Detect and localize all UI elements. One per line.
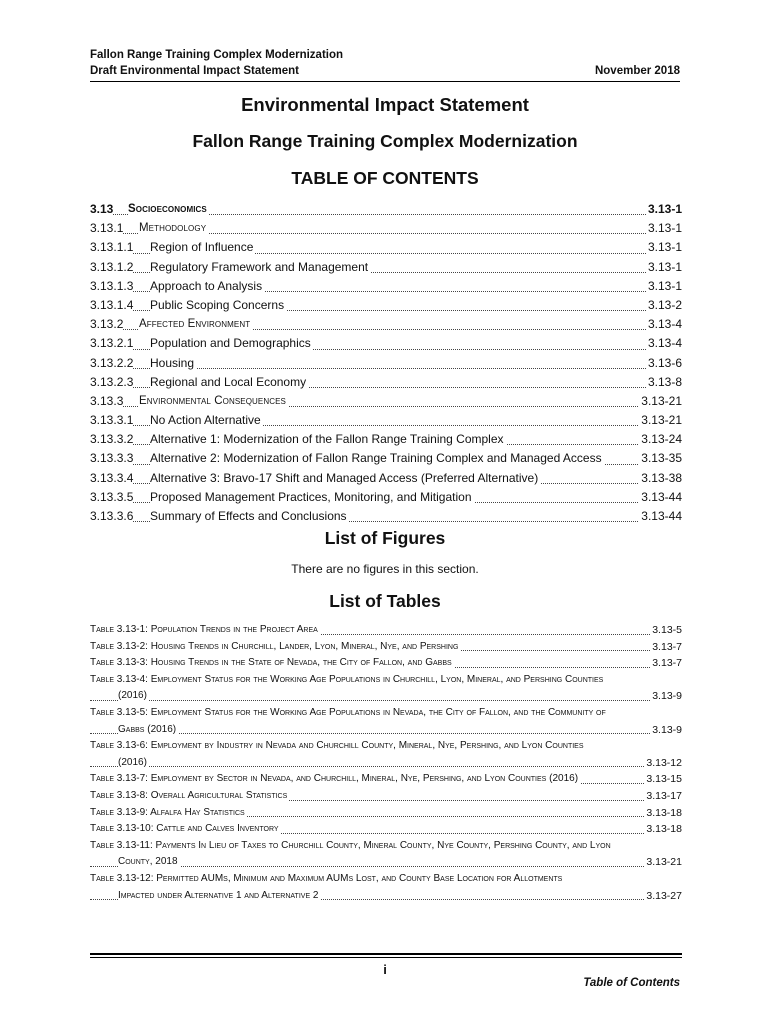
dot-leader [90, 766, 682, 767]
toc-entry-title: Approach to Analysis [150, 277, 264, 296]
list-of-tables [90, 622, 682, 904]
toc-entry[interactable] [90, 238, 682, 257]
table-list-page: 3.13-21 [644, 854, 682, 871]
toc-entry[interactable] [90, 334, 682, 353]
toc-entry[interactable] [90, 200, 682, 219]
toc-entry-number: 3.13.2.1 [90, 334, 133, 353]
toc-entry-page: 3.13-44 [639, 488, 682, 507]
header-rule [90, 81, 680, 82]
toc-entry-title: Summary of Effects and Conclusions [150, 507, 349, 526]
toc-entry[interactable] [90, 354, 682, 373]
table-list-title: Table 3.13-9: Alfalfa Hay Statistics [90, 805, 247, 822]
footer-rule [90, 953, 682, 955]
toc-entry-number: 3.13.1.2 [90, 258, 133, 277]
table-list-title: Gabbs (2016) [118, 722, 178, 739]
list-of-figures-heading: List of Figures [324, 528, 446, 548]
no-figures-note: There are no figures in this section. [291, 562, 479, 576]
toc-entry[interactable] [90, 507, 682, 526]
toc-entry-number: 3.13.1.1 [90, 238, 133, 257]
toc-entry[interactable] [90, 430, 682, 449]
table-list-entry[interactable] [90, 622, 682, 639]
table-list-entry[interactable] [90, 838, 682, 855]
toc-entry-page: 3.13-1 [646, 258, 682, 277]
table-list-entry[interactable] [90, 871, 682, 888]
table-list-page: 3.13-7 [650, 639, 682, 656]
table-list-title: Table 3.13-5: Employment Status for the Working Age Populations in Nevada, the City of Fallon, and the Community of [90, 705, 608, 722]
toc-entry-title: Housing [150, 354, 196, 373]
toc-entry-number: 3.13.3.2 [90, 430, 133, 449]
table-list-title: Table 3.13-10: Cattle and Calves Inventory [90, 821, 281, 838]
toc-entry-number: 3.13.2.3 [90, 373, 133, 392]
toc-entry-number: 3.13.1.4 [90, 296, 133, 315]
header-date: November 2018 [594, 65, 680, 77]
table-list-page: 3.13-9 [650, 688, 682, 705]
toc-entry-page: 3.13-1 [646, 200, 682, 219]
toc-entry[interactable] [90, 488, 682, 507]
toc-entry-number: 3.13.3 [90, 392, 123, 411]
table-list-title: Table 3.13-3: Housing Trends in the State of Nevada, the City of Fallon, and Gabbs [90, 655, 454, 672]
table-list-page: 3.13-12 [644, 755, 682, 772]
dot-leader [90, 733, 682, 734]
toc-entry-number: 3.13.1.3 [90, 277, 133, 296]
toc-entry-page: 3.13-24 [639, 430, 682, 449]
toc-entry[interactable] [90, 277, 682, 296]
header-subtitle: Draft Environmental Impact Statement [90, 65, 299, 77]
toc-entry-number: 3.13.3.6 [90, 507, 133, 526]
toc-entry-title: Proposed Management Practices, Monitoring, and Mitigation [150, 488, 474, 507]
toc-entry[interactable] [90, 411, 682, 430]
table-list-page: 3.13-7 [650, 655, 682, 672]
toc-entry-title: Population and Demographics [150, 334, 313, 353]
table-list-title: County, 2018 [118, 854, 180, 871]
toc-entry-title: Region of Influence [150, 238, 255, 257]
toc-entry-title: Socioeconomics [128, 200, 209, 219]
table-list-title: Table 3.13-8: Overall Agricultural Statistics [90, 788, 289, 805]
toc-entry-title: Alternative 1: Modernization of the Fallon Range Training Complex [150, 430, 506, 449]
table-list-entry[interactable] [90, 888, 682, 905]
table-list-title: (2016) [118, 755, 149, 772]
toc-entry[interactable] [90, 258, 682, 277]
list-of-tables-heading: List of Tables [329, 591, 441, 611]
document-title: Environmental Impact Statement [241, 94, 529, 115]
toc-entry-title: Methodology [139, 219, 208, 238]
toc-entry-title: Public Scoping Concerns [150, 296, 286, 315]
toc-heading: TABLE OF CONTENTS [291, 168, 479, 188]
toc-entry-page: 3.13-4 [646, 334, 682, 353]
table-list-entry[interactable] [90, 722, 682, 739]
toc-entry-title: No Action Alternative [150, 411, 263, 430]
table-list-page: 3.13-18 [644, 821, 682, 838]
table-list-title: Table 3.13-2: Housing Trends in Churchill, Lander, Lyon, Mineral, Nye, and Pershing [90, 639, 460, 656]
table-list-title: Table 3.13-12: Permitted AUMs, Minimum and Maximum AUMs Lost, and County Base Location for Allotments [90, 871, 564, 888]
table-list-title: Table 3.13-7: Employment by Sector in Nevada, and Churchill, Mineral, Nye, Pershing, and Lyon Counties (2016) [90, 771, 580, 788]
table-list-title: Impacted under Alternative 1 and Alternative 2 [118, 888, 320, 905]
table-of-contents [90, 200, 682, 526]
toc-entry-number: 3.13 [90, 200, 113, 219]
table-list-entry[interactable] [90, 788, 682, 805]
table-list-entry[interactable] [90, 854, 682, 871]
toc-entry-page: 3.13-1 [646, 277, 682, 296]
table-list-page: 3.13-5 [650, 622, 682, 639]
toc-entry-title: Alternative 2: Modernization of Fallon Range Training Complex and Managed Access [150, 449, 604, 468]
toc-entry-page: 3.13-2 [646, 296, 682, 315]
dot-leader [90, 700, 682, 701]
table-list-title: Table 3.13-1: Population Trends in the Project Area [90, 622, 320, 639]
toc-entry-title: Regulatory Framework and Management [150, 258, 370, 277]
toc-entry-number: 3.13.3.4 [90, 469, 133, 488]
toc-entry-page: 3.13-21 [639, 392, 682, 411]
toc-entry-page: 3.13-44 [639, 507, 682, 526]
table-list-page: 3.13-17 [644, 788, 682, 805]
toc-entry-number: 3.13.2 [90, 315, 123, 334]
table-list-page: 3.13-18 [644, 805, 682, 822]
toc-entry[interactable] [90, 392, 682, 411]
toc-entry[interactable] [90, 449, 682, 468]
toc-entry[interactable] [90, 296, 682, 315]
table-list-entry[interactable] [90, 821, 682, 838]
table-list-page: 3.13-15 [644, 771, 682, 788]
toc-entry-page: 3.13-38 [639, 469, 682, 488]
toc-entry-page: 3.13-21 [639, 411, 682, 430]
toc-entry[interactable] [90, 373, 682, 392]
toc-entry-title: Alternative 3: Bravo-17 Shift and Managed Access (Preferred Alternative) [150, 469, 540, 488]
footer-label: Table of Contents [583, 977, 680, 989]
toc-entry-number: 3.13.1 [90, 219, 123, 238]
toc-entry-page: 3.13-8 [646, 373, 682, 392]
toc-entry[interactable] [90, 219, 682, 238]
table-list-entry[interactable] [90, 771, 682, 788]
table-list-entry[interactable] [90, 738, 682, 755]
table-list-entry[interactable] [90, 805, 682, 822]
table-list-entry[interactable] [90, 672, 682, 689]
running-header [90, 47, 680, 79]
toc-entry[interactable] [90, 469, 682, 488]
toc-entry-title: Environmental Consequences [139, 392, 288, 411]
toc-entry-number: 3.13.3.3 [90, 449, 133, 468]
toc-entry-page: 3.13-1 [646, 238, 682, 257]
table-list-title: Table 3.13-4: Employment Status for the Working Age Populations in Churchill, Lyon, Mineral, and Pershing Counties [90, 672, 605, 689]
toc-entry-page: 3.13-6 [646, 354, 682, 373]
toc-entry-number: 3.13.3.5 [90, 488, 133, 507]
toc-entry-title: Regional and Local Economy [150, 373, 308, 392]
project-title: Fallon Range Training Complex Modernization [192, 131, 578, 151]
table-list-title: (2016) [118, 688, 149, 705]
toc-entry[interactable] [90, 315, 682, 334]
toc-entry-page: 3.13-4 [646, 315, 682, 334]
table-list-entry[interactable] [90, 688, 682, 705]
toc-entry-number: 3.13.2.2 [90, 354, 133, 373]
page-number: i [383, 962, 387, 977]
toc-entry-number: 3.13.3.1 [90, 411, 133, 430]
toc-entry-title: Affected Environment [139, 315, 252, 334]
footer-rule-thin [90, 957, 682, 958]
table-list-entry[interactable] [90, 755, 682, 772]
table-list-title: Table 3.13-6: Employment by Industry in Nevada and Churchill County, Mineral, Nye, Pershing, and Lyon Counties [90, 738, 586, 755]
table-list-page: 3.13-27 [644, 888, 682, 905]
toc-entry-page: 3.13-1 [646, 219, 682, 238]
header-title: Fallon Range Training Complex Modernization [90, 49, 344, 61]
table-list-entry[interactable] [90, 639, 682, 656]
table-list-entry[interactable] [90, 655, 682, 672]
toc-entry-page: 3.13-35 [639, 449, 682, 468]
table-list-title: Table 3.13-11: Payments In Lieu of Taxes to Churchill County, Mineral County, Nye County, Pershing County, and Lyon [90, 838, 613, 855]
table-list-page: 3.13-9 [650, 722, 682, 739]
table-list-entry[interactable] [90, 705, 682, 722]
